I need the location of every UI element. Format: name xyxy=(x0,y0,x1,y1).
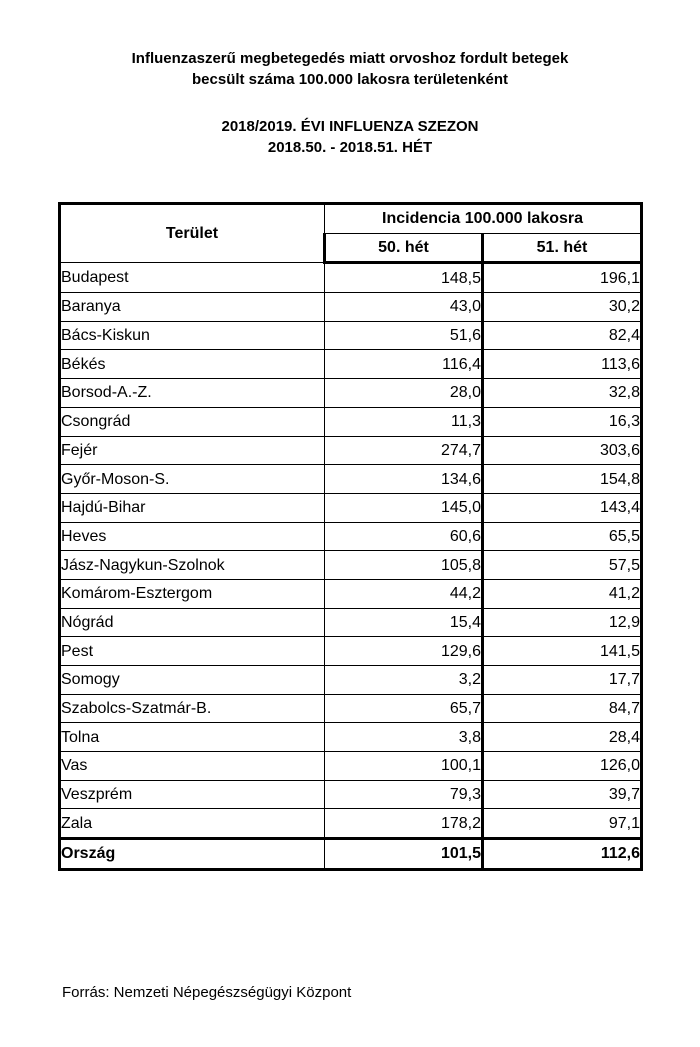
table-body xyxy=(60,263,642,869)
week50-value: 148,5 xyxy=(325,263,483,293)
area-cell: Veszprém xyxy=(60,780,325,809)
area-cell: Szabolcs-Szatmár-B. xyxy=(60,694,325,723)
weeks-label: 2018.50. - 2018.51. HÉT xyxy=(267,139,433,156)
week51-value: 39,7 xyxy=(483,780,642,809)
table-row xyxy=(60,723,642,752)
area-cell: Tolna xyxy=(60,723,325,752)
week51-value: 141,5 xyxy=(483,637,642,666)
week50-value: 15,4 xyxy=(325,608,483,637)
season-label: 2018/2019. ÉVI INFLUENZA SZEZON xyxy=(221,118,479,135)
week50-value: 116,4 xyxy=(325,350,483,379)
header-area: Terület xyxy=(60,204,325,263)
table-row xyxy=(60,321,642,350)
table-row xyxy=(60,666,642,695)
area-cell: Nógrád xyxy=(60,608,325,637)
area-cell: Somogy xyxy=(60,666,325,695)
week50-value: 100,1 xyxy=(325,752,483,781)
total-week51-value: 112,6 xyxy=(483,839,642,870)
area-cell: Jász-Nagykun-Szolnok xyxy=(60,551,325,580)
table-row xyxy=(60,694,642,723)
week51-value: 32,8 xyxy=(483,379,642,408)
week50-value: 28,0 xyxy=(325,379,483,408)
table-row xyxy=(60,293,642,322)
week50-value: 79,3 xyxy=(325,780,483,809)
week51-value: 143,4 xyxy=(483,493,642,522)
area-cell: Békés xyxy=(60,350,325,379)
week50-value: 3,8 xyxy=(325,723,483,752)
area-cell: Bács-Kiskun xyxy=(60,321,325,350)
week51-value: 196,1 xyxy=(483,263,642,293)
table-row xyxy=(60,465,642,494)
header-incidence: Incidencia 100.000 lakosra xyxy=(325,204,642,234)
week51-value: 84,7 xyxy=(483,694,642,723)
header-week-50: 50. hét xyxy=(325,233,483,263)
week50-value: 274,7 xyxy=(325,436,483,465)
area-cell: Budapest xyxy=(60,263,325,293)
week51-value: 126,0 xyxy=(483,752,642,781)
week50-value: 129,6 xyxy=(325,637,483,666)
area-cell: Vas xyxy=(60,752,325,781)
table-row xyxy=(60,608,642,637)
area-cell: Heves xyxy=(60,522,325,551)
week50-value: 65,7 xyxy=(325,694,483,723)
week51-value: 12,9 xyxy=(483,608,642,637)
table-row xyxy=(60,436,642,465)
incidence-table xyxy=(58,202,643,871)
header-week-51: 51. hét xyxy=(483,233,642,263)
week51-value: 113,6 xyxy=(483,350,642,379)
area-cell: Győr-Moson-S. xyxy=(60,465,325,494)
week51-value: 30,2 xyxy=(483,293,642,322)
week51-value: 41,2 xyxy=(483,579,642,608)
table-row xyxy=(60,551,642,580)
table-row xyxy=(60,809,642,839)
table-row xyxy=(60,752,642,781)
area-cell: Csongrád xyxy=(60,407,325,436)
total-week50-value: 101,5 xyxy=(325,839,483,870)
week50-value: 145,0 xyxy=(325,493,483,522)
source-note: Forrás: Nemzeti Népegészségügyi Központ xyxy=(62,984,352,1001)
total-row xyxy=(60,839,642,870)
table-row xyxy=(60,379,642,408)
week50-value: 51,6 xyxy=(325,321,483,350)
title-line-2: becsült száma 100.000 lakosra területenként xyxy=(192,71,508,88)
week51-value: 16,3 xyxy=(483,407,642,436)
table-row xyxy=(60,350,642,379)
week50-value: 44,2 xyxy=(325,579,483,608)
area-cell: Baranya xyxy=(60,293,325,322)
header-row-1 xyxy=(60,204,642,234)
week50-value: 11,3 xyxy=(325,407,483,436)
document-title xyxy=(0,48,700,90)
title-line-1: Influenzaszerű megbetegedés miatt orvoshoz fordult betegek xyxy=(131,50,569,67)
week51-value: 82,4 xyxy=(483,321,642,350)
table-row xyxy=(60,263,642,293)
table-row xyxy=(60,780,642,809)
week51-value: 65,5 xyxy=(483,522,642,551)
table-row xyxy=(60,493,642,522)
table-row xyxy=(60,637,642,666)
season-heading xyxy=(0,116,700,158)
week50-value: 178,2 xyxy=(325,809,483,839)
week51-value: 28,4 xyxy=(483,723,642,752)
week50-value: 43,0 xyxy=(325,293,483,322)
table-row xyxy=(60,522,642,551)
week50-value: 60,6 xyxy=(325,522,483,551)
table-row xyxy=(60,407,642,436)
week50-value: 105,8 xyxy=(325,551,483,580)
week50-value: 3,2 xyxy=(325,666,483,695)
table-row xyxy=(60,579,642,608)
area-cell: Fejér xyxy=(60,436,325,465)
total-area-cell: Ország xyxy=(60,839,325,870)
week50-value: 134,6 xyxy=(325,465,483,494)
week51-value: 303,6 xyxy=(483,436,642,465)
week51-value: 97,1 xyxy=(483,809,642,839)
area-cell: Borsod-A.-Z. xyxy=(60,379,325,408)
week51-value: 17,7 xyxy=(483,666,642,695)
area-cell: Zala xyxy=(60,809,325,839)
week51-value: 154,8 xyxy=(483,465,642,494)
area-cell: Pest xyxy=(60,637,325,666)
week51-value: 57,5 xyxy=(483,551,642,580)
area-cell: Komárom-Esztergom xyxy=(60,579,325,608)
area-cell: Hajdú-Bihar xyxy=(60,493,325,522)
